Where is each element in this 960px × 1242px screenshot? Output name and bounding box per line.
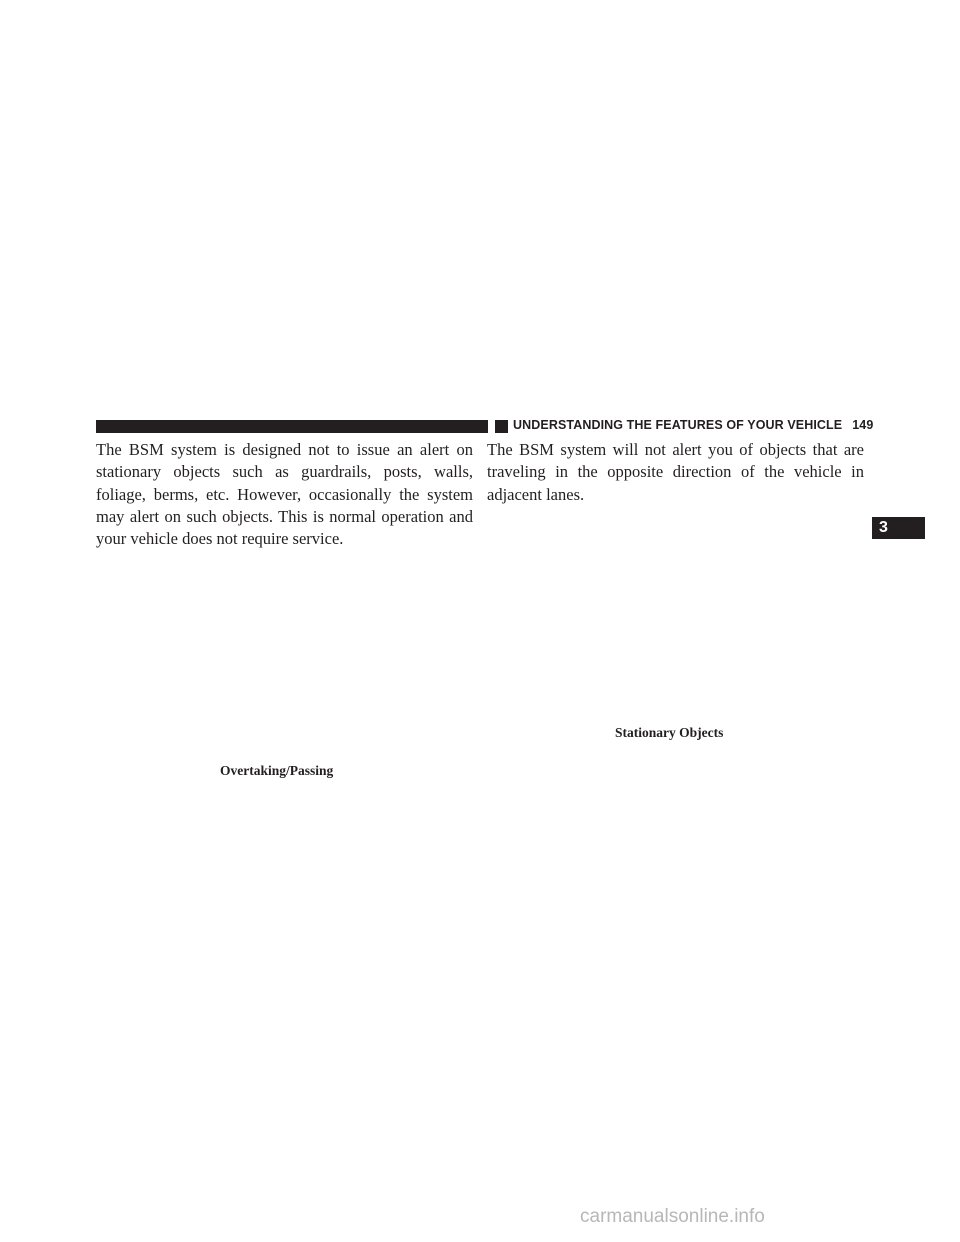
header-rule — [96, 420, 488, 433]
chapter-number: 3 — [879, 519, 888, 536]
section-title: UNDERSTANDING THE FEATURES OF YOUR VEHICLE — [513, 418, 843, 432]
right-paragraph: The BSM system will not alert you of objects that are traveling in the opposite direction of the vehicle in adjacent lanes. — [487, 440, 864, 504]
left-paragraph: The BSM system is designed not to issue an alert on stationary objects such as guardrails, posts, walls, foliage, berms, etc. However, occasionally the system may alert on such objects. This is normal operation and your vehicle does not require service. — [96, 440, 473, 549]
figure-caption-stationary-objects: Stationary Objects — [615, 725, 724, 740]
header-bullet — [495, 420, 508, 433]
figure-caption-overtaking-passing: Overtaking/Passing — [220, 763, 334, 778]
watermark: carmanualsonline.info — [580, 1206, 765, 1227]
page-number: 149 — [852, 418, 874, 432]
chapter-tab — [872, 517, 925, 539]
running-header — [513, 418, 873, 432]
